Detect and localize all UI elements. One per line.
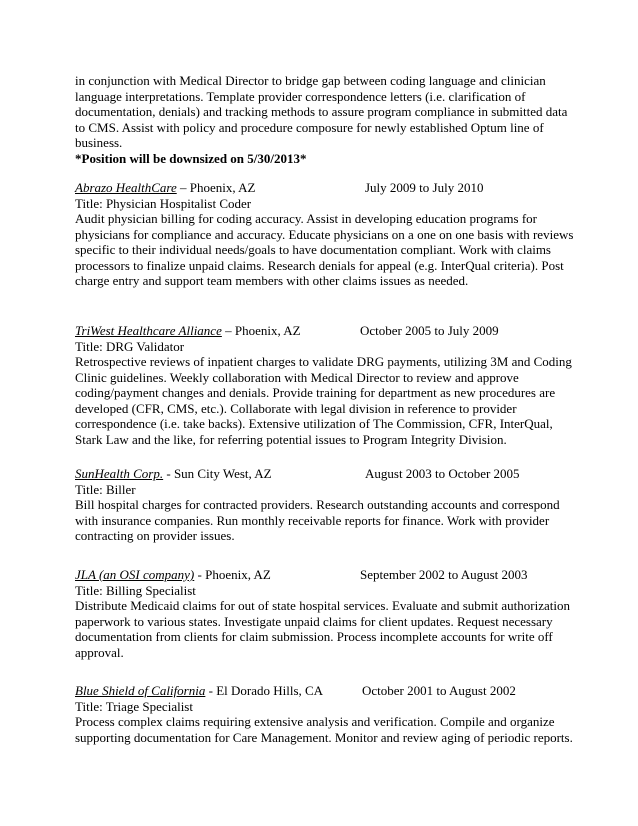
job-location: - El Dorado Hills, CA	[205, 683, 324, 698]
employer-name: SunHealth Corp.	[75, 466, 164, 481]
employer-name: Abrazo HealthCare	[75, 180, 177, 195]
downsize-note: *Position will be downsized on 5/30/2013*	[75, 150, 307, 166]
job-title: Title: DRG Validator	[75, 338, 185, 354]
job-header	[75, 683, 575, 699]
job-entry	[75, 683, 575, 745]
job-title: Title: Physician Hospitalist Coder	[75, 195, 252, 211]
job-entry	[75, 567, 575, 660]
job-entry	[75, 466, 575, 544]
job-location: - Phoenix, AZ	[194, 567, 271, 582]
job-header	[75, 466, 575, 482]
job-dates: August 2003 to October 2005	[365, 466, 520, 481]
job-description: Distribute Medicaid claims for out of state hospital services. Evaluate and submit authorization paperwork to various states. Investigate unpaid claims for client updates. Request necessary documentation from clients for claim submission. Process incomplete accounts for write off approval.	[75, 598, 570, 660]
job-location: – Phoenix, AZ	[176, 180, 256, 195]
job-entry	[75, 323, 575, 447]
job-header	[75, 323, 575, 339]
intro-section	[75, 73, 575, 166]
employer-name: JLA (an OSI company)	[75, 567, 195, 582]
job-header	[75, 180, 575, 196]
job-description: Bill hospital charges for contracted providers. Research outstanding accounts and correspond with insurance companies. Run monthly receivable reports for finance. Work with provider contracting on provider issues.	[75, 497, 560, 543]
employer-name: Blue Shield of California	[75, 683, 206, 698]
employer-name: TriWest Healthcare Alliance	[75, 323, 222, 338]
job-dates: October 2005 to July 2009	[360, 323, 499, 338]
job-dates: October 2001 to August 2002	[362, 683, 516, 698]
job-entry	[75, 180, 575, 289]
job-description: Retrospective reviews of inpatient charges to validate DRG payments, utilizing 3M and Coding Clinic guidelines. Weekly collaboration with Medical Director to review and approve coding/payment changes and denials. Provide training for department as new procedures are developed (CFR, CMS, etc.). Collaborate with legal division in reference to provider correspondence (i.e. take backs). Extensive utilization of The Commission, CFR, InterQual, Stark Law and the like, for referring potential issues to Program Integrity Division.	[75, 354, 572, 447]
job-location: – Phoenix, AZ	[221, 323, 301, 338]
job-description: Audit physician billing for coding accuracy. Assist in developing education programs for physicians for compliance and accuracy. Educate physicians on a one on one basis with reviews specific to their individual needs/goals to have documentation compliant. Work with claims processors to finalize unpaid claims. Research denials for appeal (e.g. InterQual criteria). Post charge entry and support team members with other claims issues as needed.	[75, 211, 574, 288]
job-title: Title: Biller	[75, 481, 136, 497]
job-description: Process complex claims requiring extensive analysis and verification. Compile and organize supporting documentation for Care Management. Monitor and review aging of periodic reports.	[75, 714, 573, 745]
job-dates: September 2002 to August 2003	[360, 567, 528, 582]
job-title: Title: Billing Specialist	[75, 582, 196, 598]
job-dates: July 2009 to July 2010	[365, 180, 484, 195]
job-header	[75, 567, 575, 583]
job-title: Title: Triage Specialist	[75, 698, 193, 714]
intro-text: in conjunction with Medical Director to bridge gap between coding language and clinician language interpretations. Template provider correspondence letters (i.e. clarification of documentation, denials) and tracking methods to assure program compliance in submitted data to CMS. Assist with policy and procedure composure for newly established Optum line of business.	[75, 73, 568, 150]
job-location: - Sun City West, AZ	[163, 466, 272, 481]
